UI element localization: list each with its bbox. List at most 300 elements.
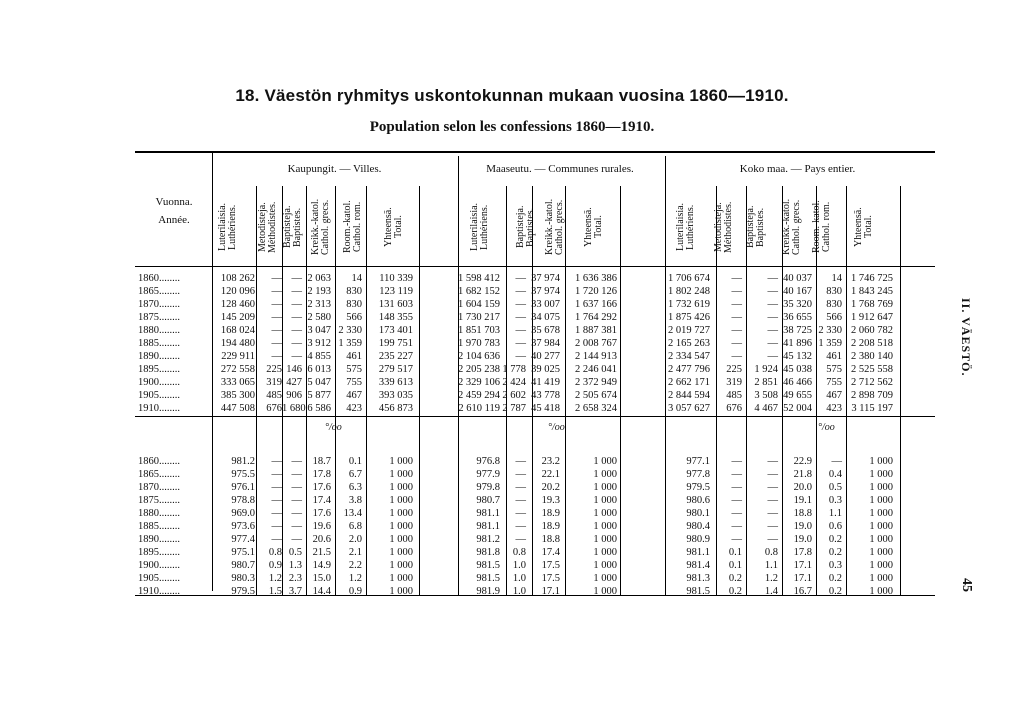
table-cell: — xyxy=(515,299,526,310)
table-cell: 17.1 xyxy=(541,586,560,597)
table-cell: — xyxy=(515,508,526,519)
table-cell: — xyxy=(271,273,282,284)
table-cell: 2 313 xyxy=(307,299,331,310)
table-cell: 0.6 xyxy=(828,521,842,532)
table-cell: 0.3 xyxy=(828,560,842,571)
table-row xyxy=(0,286,1024,297)
table-cell: — xyxy=(767,495,778,506)
table-cell: 2.2 xyxy=(348,560,362,571)
table-cell: 15.0 xyxy=(312,573,331,584)
permille-label-country: °/oo xyxy=(818,422,835,433)
table-cell: 447 508 xyxy=(220,403,255,414)
table-cell: — xyxy=(515,325,526,336)
table-row xyxy=(0,456,1024,467)
table-cell: 1 000 xyxy=(593,469,617,480)
table-cell: 676 xyxy=(726,403,742,414)
table-cell: 4 467 xyxy=(754,403,778,414)
table-cell: 830 xyxy=(826,286,842,297)
header-fr: Cathol. grecs. xyxy=(320,199,331,255)
col-header-a-1 xyxy=(258,192,282,262)
table-cell: 1 604 159 xyxy=(458,299,500,310)
table-cell: 6.8 xyxy=(348,521,362,532)
table-cell: 17.6 xyxy=(312,482,331,493)
table-cell: 981.8 xyxy=(476,547,500,558)
row-year: 1900........ xyxy=(138,377,180,388)
table-cell: — xyxy=(767,325,778,336)
row-year: 1880........ xyxy=(138,325,180,336)
table-cell: — xyxy=(515,338,526,349)
table-cell: 19.0 xyxy=(793,534,812,545)
table-cell: 2 334 547 xyxy=(668,351,710,362)
table-row xyxy=(0,573,1024,584)
row-year: 1870........ xyxy=(138,482,180,493)
header-fr: Total. xyxy=(393,215,404,239)
table-cell: — xyxy=(291,299,302,310)
table-cell: — xyxy=(291,273,302,284)
table-cell: 1.2 xyxy=(764,573,778,584)
year-header-fr: Année. xyxy=(158,214,190,226)
header-fr: Cathol. grecs. xyxy=(791,199,802,255)
table-cell: 17.5 xyxy=(541,573,560,584)
table-cell: 1.4 xyxy=(764,586,778,597)
header-fi: Yhteensä. xyxy=(383,207,394,247)
table-cell: 423 xyxy=(346,403,362,414)
table-cell: 1 680 xyxy=(282,403,306,414)
table-cell: — xyxy=(731,338,742,349)
table-cell: — xyxy=(731,351,742,362)
col-header-b-3 xyxy=(584,192,608,262)
table-cell: 279 517 xyxy=(378,364,413,375)
table-cell: 0.4 xyxy=(828,469,842,480)
table-cell: 1 000 xyxy=(593,560,617,571)
table-cell: 5 877 xyxy=(307,390,331,401)
header-fi: Kreikk.-katol. xyxy=(544,198,555,256)
col-header-c-5 xyxy=(854,192,878,262)
row-year: 1860........ xyxy=(138,456,180,467)
table-cell: 979.5 xyxy=(231,586,255,597)
table-cell: 1 000 xyxy=(593,495,617,506)
table-cell: 575 xyxy=(346,364,362,375)
table-cell: 456 873 xyxy=(378,403,413,414)
table-cell: 33 007 xyxy=(531,299,560,310)
table-cell: 17.8 xyxy=(312,469,331,480)
table-cell: 35 678 xyxy=(531,325,560,336)
col-header-c-0 xyxy=(676,192,700,262)
table-cell: 981.9 xyxy=(476,586,500,597)
table-cell: 2 610 119 xyxy=(458,403,500,414)
table-cell: 0.8 xyxy=(512,547,526,558)
table-cell: 17.8 xyxy=(793,547,812,558)
table-cell: 38 725 xyxy=(783,325,812,336)
table-cell: — xyxy=(291,521,302,532)
table-row xyxy=(0,482,1024,493)
table-cell: 1 768 769 xyxy=(851,299,893,310)
table-cell: — xyxy=(731,286,742,297)
table-row xyxy=(0,338,1024,349)
table-cell: 1 000 xyxy=(593,534,617,545)
table-cell: 120 096 xyxy=(220,286,255,297)
table-cell: 0.2 xyxy=(828,547,842,558)
table-cell: — xyxy=(731,495,742,506)
table-cell: 20.6 xyxy=(312,534,331,545)
table-cell: 1 000 xyxy=(593,482,617,493)
table-cell: 575 xyxy=(826,364,842,375)
table-row xyxy=(0,560,1024,571)
table-cell: 467 xyxy=(826,390,842,401)
header-fr: Luthériens. xyxy=(479,204,490,250)
table-cell: 485 xyxy=(726,390,742,401)
col-header-a-3 xyxy=(311,192,335,262)
table-cell: 461 xyxy=(826,351,842,362)
table-cell: 41 896 xyxy=(783,338,812,349)
table-cell: 2 104 636 xyxy=(458,351,500,362)
table-cell: — xyxy=(767,286,778,297)
year-header-fi: Vuonna. xyxy=(155,196,193,208)
table-cell: 2 505 674 xyxy=(575,390,617,401)
row-year: 1875........ xyxy=(138,495,180,506)
header-fi: Luterilaisia. xyxy=(469,202,480,252)
table-row xyxy=(0,403,1024,414)
table-cell: — xyxy=(271,469,282,480)
table-cell: 225 xyxy=(266,364,282,375)
table-cell: 981.5 xyxy=(476,573,500,584)
table-cell: 229 911 xyxy=(221,351,255,362)
table-cell: — xyxy=(731,312,742,323)
table-cell: 2 208 518 xyxy=(851,338,893,349)
table-cell: 1 000 xyxy=(389,521,413,532)
table-cell: — xyxy=(291,286,302,297)
table-cell: 979.5 xyxy=(686,482,710,493)
table-cell: 2 372 949 xyxy=(575,377,617,388)
table-cell: 1 000 xyxy=(389,456,413,467)
table-cell: — xyxy=(271,286,282,297)
header-fr: Baptistes. xyxy=(292,207,303,247)
table-cell: 128 460 xyxy=(220,299,255,310)
header-fi: Metodisteja. xyxy=(257,202,268,252)
table-cell: 45 038 xyxy=(783,364,812,375)
table-cell: — xyxy=(515,312,526,323)
permille-label-towns: °/oo xyxy=(325,422,342,433)
header-fr: Méthodistes. xyxy=(723,201,734,253)
header-fr: Total. xyxy=(863,215,874,239)
table-cell: 969.0 xyxy=(231,508,255,519)
table-cell: — xyxy=(767,482,778,493)
table-cell: 2 144 913 xyxy=(575,351,617,362)
table-cell: 1 000 xyxy=(869,495,893,506)
table-cell: 2 008 767 xyxy=(575,338,617,349)
table-cell: 19.3 xyxy=(541,495,560,506)
table-cell: 981.4 xyxy=(686,560,710,571)
table-cell: 17.1 xyxy=(793,573,812,584)
table-cell: 0.8 xyxy=(268,547,282,558)
table-cell: 0.1 xyxy=(728,560,742,571)
table-cell: 981.1 xyxy=(686,547,710,558)
table-cell: 40 037 xyxy=(783,273,812,284)
table-cell: — xyxy=(271,351,282,362)
table-cell: 978.8 xyxy=(231,495,255,506)
table-cell: 2 459 294 xyxy=(458,390,500,401)
chapter-side-label: II. VÄESTÖ. xyxy=(959,298,973,377)
table-cell: 1 000 xyxy=(869,482,893,493)
table-cell: — xyxy=(731,325,742,336)
table-cell: 755 xyxy=(826,377,842,388)
table-cell: — xyxy=(767,351,778,362)
table-cell: 976.8 xyxy=(476,456,500,467)
table-cell: 16.7 xyxy=(793,586,812,597)
table-cell: 1 636 386 xyxy=(575,273,617,284)
table-cell: 2 193 xyxy=(307,286,331,297)
table-cell: 34 075 xyxy=(531,312,560,323)
table-cell: 1 843 245 xyxy=(851,286,893,297)
table-cell: 1 000 xyxy=(593,508,617,519)
table-cell: — xyxy=(291,508,302,519)
header-fi: Luterilaisia. xyxy=(217,202,228,252)
table-cell: 2 787 xyxy=(502,403,526,414)
table-cell: 14.4 xyxy=(312,586,331,597)
table-row xyxy=(0,508,1024,519)
table-cell: 1 000 xyxy=(869,508,893,519)
table-cell: 1 764 292 xyxy=(575,312,617,323)
table-cell: 0.2 xyxy=(828,586,842,597)
table-cell: 1 000 xyxy=(389,573,413,584)
table-cell: 13.4 xyxy=(343,508,362,519)
table-cell: 18.7 xyxy=(312,456,331,467)
table-cell: 21.5 xyxy=(312,547,331,558)
table-cell: 0.2 xyxy=(728,586,742,597)
table-cell: — xyxy=(767,534,778,545)
table-cell: 21.8 xyxy=(793,469,812,480)
table-cell: 2 246 041 xyxy=(575,364,617,375)
table-cell: 906 xyxy=(286,390,302,401)
table-cell: 2 898 709 xyxy=(851,390,893,401)
table-cell: 981.1 xyxy=(476,521,500,532)
table-cell: — xyxy=(831,456,842,467)
table-cell: 37 984 xyxy=(531,338,560,349)
table-cell: 0.2 xyxy=(828,534,842,545)
table-cell: 980.7 xyxy=(231,560,255,571)
table-cell: — xyxy=(271,508,282,519)
table-cell: 1.5 xyxy=(268,586,282,597)
table-cell: — xyxy=(767,469,778,480)
page-title: 18. Väestön ryhmitys uskontokunnan mukaan vuosina 1860—1910. xyxy=(235,86,789,105)
table-row xyxy=(0,312,1024,323)
table-cell: 1 598 412 xyxy=(458,273,500,284)
table-cell: 2.0 xyxy=(348,534,362,545)
group-whole-country: Koko maa. — Pays entier. xyxy=(739,163,856,175)
header-fr: Baptistes. xyxy=(525,207,536,247)
table-cell: 1.1 xyxy=(764,560,778,571)
table-cell: — xyxy=(271,521,282,532)
table-cell: — xyxy=(271,534,282,545)
table-cell: 2 205 238 xyxy=(458,364,500,375)
table-cell: 981.2 xyxy=(231,456,255,467)
table-cell: 1 000 xyxy=(389,534,413,545)
table-cell: 981.2 xyxy=(476,534,500,545)
table-cell: 1 000 xyxy=(389,508,413,519)
table-cell: 0.9 xyxy=(268,560,282,571)
table-cell: 1 887 381 xyxy=(575,325,617,336)
row-year: 1885........ xyxy=(138,521,180,532)
table-cell: — xyxy=(731,299,742,310)
table-row xyxy=(0,547,1024,558)
row-year: 1865........ xyxy=(138,469,180,480)
col-header-a-0 xyxy=(218,192,242,262)
row-year: 1895........ xyxy=(138,364,180,375)
header-fi: Room.-katol. xyxy=(811,200,822,254)
col-header-a-4 xyxy=(343,192,367,262)
table-cell: 19.1 xyxy=(793,495,812,506)
table-cell: 3 912 xyxy=(307,338,331,349)
table-cell: 1 000 xyxy=(869,573,893,584)
table-cell: — xyxy=(515,534,526,545)
table-cell: 980.4 xyxy=(686,521,710,532)
table-cell: 1.0 xyxy=(512,586,526,597)
table-cell: — xyxy=(515,521,526,532)
table-cell: 1 000 xyxy=(869,560,893,571)
table-cell: — xyxy=(515,482,526,493)
table-cell: 1 359 xyxy=(338,338,362,349)
table-cell: 977.4 xyxy=(231,534,255,545)
table-cell: 467 xyxy=(346,390,362,401)
table-cell: 423 xyxy=(826,403,842,414)
row-year: 1890........ xyxy=(138,351,180,362)
table-cell: 2 424 xyxy=(502,377,526,388)
header-fr: Total. xyxy=(593,215,604,239)
table-cell: 1.2 xyxy=(268,573,282,584)
table-cell: — xyxy=(271,338,282,349)
table-cell: — xyxy=(271,299,282,310)
table-cell: 3 115 197 xyxy=(851,403,893,414)
table-cell: 36 655 xyxy=(783,312,812,323)
table-cell: 14 xyxy=(351,273,362,284)
table-cell: 6 013 xyxy=(307,364,331,375)
table-row xyxy=(0,351,1024,362)
table-cell: — xyxy=(767,273,778,284)
table-cell: 23.2 xyxy=(541,456,560,467)
table-cell: 973.6 xyxy=(231,521,255,532)
table-cell: 980.7 xyxy=(476,495,500,506)
table-cell: 235 227 xyxy=(378,351,413,362)
page-number: 45 xyxy=(959,578,974,592)
table-cell: — xyxy=(731,508,742,519)
row-year: 1875........ xyxy=(138,312,180,323)
table-cell: 1 000 xyxy=(593,586,617,597)
table-cell: 980.3 xyxy=(231,573,255,584)
table-cell: — xyxy=(515,273,526,284)
table-cell: 40 277 xyxy=(531,351,560,362)
table-cell: — xyxy=(271,312,282,323)
table-cell: 0.5 xyxy=(828,482,842,493)
table-cell: 975.5 xyxy=(231,469,255,480)
table-cell: 975.1 xyxy=(231,547,255,558)
table-cell: 3 508 xyxy=(754,390,778,401)
table-cell: 2 019 727 xyxy=(668,325,710,336)
table-cell: 339 613 xyxy=(378,377,413,388)
table-cell: 22.9 xyxy=(793,456,812,467)
table-cell: 6.3 xyxy=(348,482,362,493)
table-cell: 45 418 xyxy=(531,403,560,414)
header-fi: Baptisteja. xyxy=(745,205,756,249)
table-cell: — xyxy=(515,456,526,467)
header-fi: Yhteensä. xyxy=(583,207,594,247)
table-cell: 17.6 xyxy=(312,508,331,519)
table-cell: 145 209 xyxy=(220,312,255,323)
permille-label-rural: °/oo xyxy=(548,422,565,433)
table-cell: 5 047 xyxy=(307,377,331,388)
table-cell: — xyxy=(291,482,302,493)
table-cell: — xyxy=(291,495,302,506)
header-fr: Baptistes. xyxy=(755,207,766,247)
table-cell: 1 924 xyxy=(754,364,778,375)
table-cell: 20.2 xyxy=(541,482,560,493)
table-cell: 1 912 647 xyxy=(851,312,893,323)
table-cell: 2 602 xyxy=(502,390,526,401)
table-cell: 1.1 xyxy=(828,508,842,519)
header-fi: Room.-katol. xyxy=(342,200,353,254)
table-cell: 43 778 xyxy=(531,390,560,401)
table-cell: 319 xyxy=(726,377,742,388)
table-cell: 17.4 xyxy=(541,547,560,558)
row-year: 1885........ xyxy=(138,338,180,349)
table-cell: 385 300 xyxy=(220,390,255,401)
table-cell: 1 000 xyxy=(389,586,413,597)
table-cell: 41 419 xyxy=(531,377,560,388)
table-cell: 1 000 xyxy=(869,534,893,545)
table-cell: 18.8 xyxy=(541,534,560,545)
table-cell: 2 060 782 xyxy=(851,325,893,336)
table-cell: 1 359 xyxy=(818,338,842,349)
row-year: 1900........ xyxy=(138,560,180,571)
table-cell: 272 558 xyxy=(220,364,255,375)
table-cell: 1 000 xyxy=(389,547,413,558)
table-cell: 1 802 248 xyxy=(668,286,710,297)
table-row xyxy=(0,495,1024,506)
table-cell: 49 655 xyxy=(783,390,812,401)
col-header-b-0 xyxy=(470,192,494,262)
table-cell: 110 339 xyxy=(379,273,413,284)
table-cell: 979.8 xyxy=(476,482,500,493)
table-cell: 1 000 xyxy=(593,456,617,467)
table-cell: — xyxy=(271,495,282,506)
table-cell: 3 047 xyxy=(307,325,331,336)
table-cell: 2.1 xyxy=(348,547,362,558)
table-row xyxy=(0,299,1024,310)
table-cell: 1 000 xyxy=(389,495,413,506)
header-fi: Metodisteja. xyxy=(713,202,724,252)
table-row xyxy=(0,521,1024,532)
table-cell: — xyxy=(515,351,526,362)
table-cell: 1 875 426 xyxy=(668,312,710,323)
header-fi: Baptisteja. xyxy=(282,205,293,249)
group-towns: Kaupungit. — Villes. xyxy=(287,163,382,175)
table-cell: 1 682 152 xyxy=(458,286,500,297)
table-cell: 981.5 xyxy=(686,586,710,597)
row-year: 1895........ xyxy=(138,547,180,558)
table-cell: 755 xyxy=(346,377,362,388)
header-fi: Baptisteja. xyxy=(515,205,526,249)
header-fi: Kreikk.-katol. xyxy=(310,198,321,256)
table-cell: 0.2 xyxy=(728,573,742,584)
table-cell: 18.9 xyxy=(541,508,560,519)
header-fr: Cathol. grecs. xyxy=(554,199,565,255)
header-fr: Cathol. rom. xyxy=(352,201,363,253)
table-cell: 194 480 xyxy=(220,338,255,349)
row-year: 1905........ xyxy=(138,573,180,584)
table-cell: 19.0 xyxy=(793,521,812,532)
table-cell: 18.9 xyxy=(541,521,560,532)
table-cell: 148 355 xyxy=(378,312,413,323)
header-fr: Méthodistes. xyxy=(267,201,278,253)
